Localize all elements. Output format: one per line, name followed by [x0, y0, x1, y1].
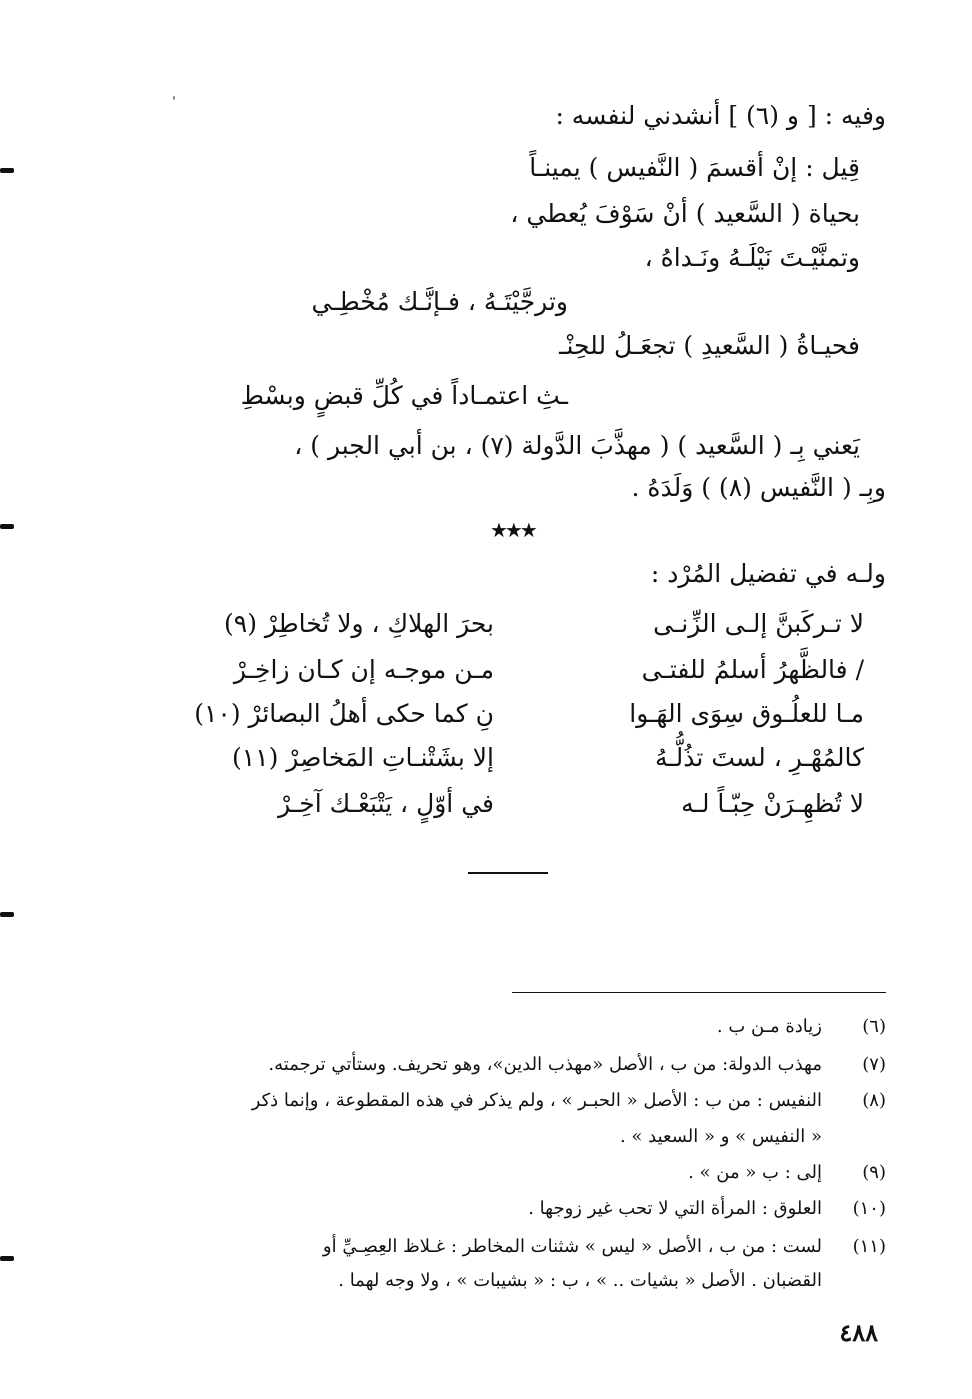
footnote-text: إلى : ب « من » .	[688, 1162, 822, 1183]
footnote-text: العلوق : المرأة التي لا تحب غير زوجها .	[528, 1198, 822, 1219]
verse-3-second-hemistich: نِ كما حكى أهلُ البصائرْ (١٠)	[194, 699, 494, 728]
caption-line-2: وبِـ ( النَّفيس (٨) ) وَلَدَهُ .	[631, 473, 886, 502]
footnote-number: (٨)	[862, 1090, 886, 1111]
verse-1-first-hemistich: لا تـركَبنَّ إلـى الزِّنـى	[653, 609, 864, 638]
verse-4-second-hemistich: إلا بشَتْنـاتِ المَخاصِرْ (١١)	[231, 743, 494, 772]
ink-speck: ˌ	[172, 86, 176, 102]
footnote-number: (١٠)	[852, 1198, 886, 1219]
footnote-text-continued: القضبان . الأصل « بشيات .. » ، ب : « بشيبات » ، ولا وجه لهما .	[338, 1270, 822, 1291]
page-number: ٤٨٨	[839, 1318, 878, 1347]
footnote-text: مهذب الدولة: من ب ، الأصل «مهذب الدين»، وهو تحريف. وستأتي ترجمته.	[268, 1054, 822, 1075]
scan-edge-mark	[0, 168, 14, 173]
poem-line-4: وترجَّيْتَـهُ ، فـإنَّـك مُخْطِـي	[311, 287, 568, 316]
verse-5-second-hemistich: في أوّلٍ ، يَتْبَعْـك آخِـرْ	[278, 789, 494, 818]
verse-4-first-hemistich: كالمُهْـرِ ، لستَ تذُلُّـهُ	[654, 743, 864, 772]
footnote-text: النفيس : من ب : الأصل « الحبـر » ، ولم يذكر في هذه المقطوعة ، وإنما ذكر	[251, 1090, 822, 1111]
scan-edge-mark	[0, 1256, 14, 1261]
section-separator-stars: ★★★	[490, 518, 535, 542]
intro-line-2: ولـه في تفضيل المُرْد :	[650, 559, 886, 588]
verse-1-second-hemistich: بحرَ الهلاكِ ، ولا تُخاطِرْ (٩)	[224, 609, 494, 638]
caption-line-1: يَعني بِـ ( السَّعيد ) ( مهذَّبَ الدَّولة (٧) ، بن أبي الجبر ) ،	[294, 431, 860, 460]
poem-line-2: بحياة ( السَّعيد ) أنْ سَوْفَ يُعطي ،	[510, 199, 860, 228]
footnote-number: (٦)	[862, 1016, 886, 1037]
footnote-separator-rule	[512, 992, 886, 993]
intro-line: وفيه : [ و (٦) ] أنشدني لنفسه :	[555, 101, 886, 130]
footnote-number: (٩)	[862, 1162, 886, 1183]
footnote-text: زيادة مـن ب .	[716, 1016, 822, 1037]
section-end-rule	[468, 872, 548, 874]
footnote-text-continued: « النفيس » و « السعيد » .	[619, 1126, 822, 1147]
poem-line-5: فحيـاةُ ( السَّعيدِ ) تجعَـلُ للحِنْـ	[559, 331, 860, 360]
scan-edge-mark	[0, 912, 14, 917]
scan-edge-mark	[0, 524, 14, 529]
footnote-number: (٧)	[862, 1054, 886, 1075]
poem-line-1: قِيل : إنْ أقسمَ ( النَّفيس ) يمينـاً	[529, 153, 860, 182]
verse-3-first-hemistich: مـا للعلُـوق سِوَى الهَـوا	[629, 699, 864, 728]
verse-5-first-hemistich: لا تُظهِـرَنْ حِبّـاً لـه	[681, 789, 864, 818]
poem-line-3: وتمنَّيْـتَ نَيْلَـهُ ونَـداهُ ،	[644, 243, 860, 272]
verse-2-second-hemistich: مـن موجـه إن كـان زاخِـرْ	[233, 655, 494, 684]
poem-line-6: ـثِ اعتمـاداً في كُلِّ قبضٍ وبسْطِ	[240, 381, 568, 410]
footnote-text: لست : من ب ، الأصل « ليس » شثنات المخاطر : غـلاظ العِصِـيِّ أو	[322, 1236, 822, 1257]
verse-2-first-hemistich: / فالظَّهرُ أسلمُ للفتـى	[641, 655, 864, 684]
footnote-number: (١١)	[852, 1236, 886, 1257]
